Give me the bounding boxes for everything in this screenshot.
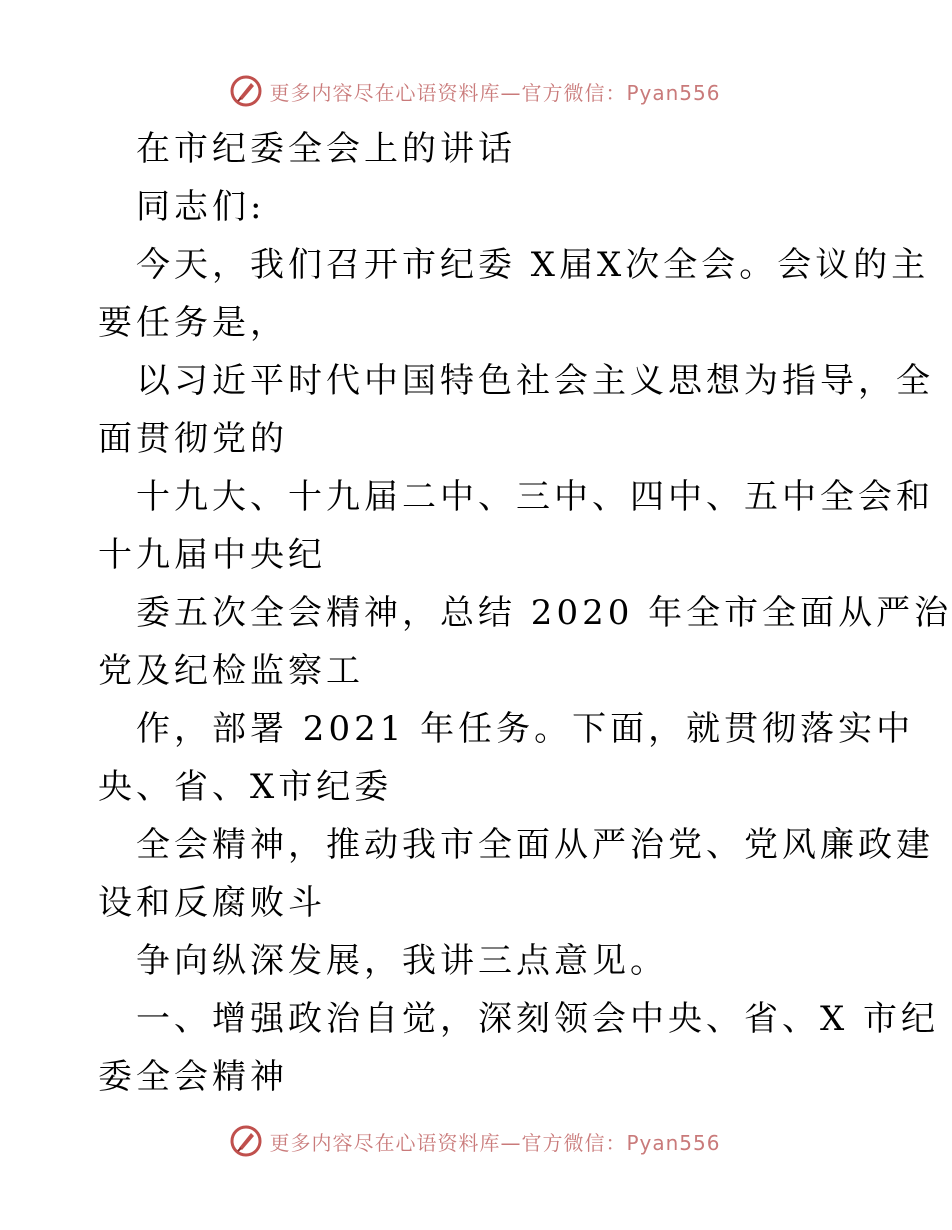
text-line: 十九届中央纪	[98, 535, 326, 575]
text-line: 委五次全会精神，总结 2020 年全市全面从严治	[136, 593, 952, 633]
section-heading: 委全会精神	[98, 1057, 288, 1097]
watermark-text: 更多内容尽在心语资料库—官方微信：Pyan556	[269, 80, 721, 105]
text-line: 设和反腐败斗	[98, 883, 326, 923]
salutation: 同志们:	[136, 187, 266, 227]
quill-pen-icon	[229, 1124, 263, 1158]
text-line: 以习近平时代中国特色社会主义思想为指导，全	[136, 361, 934, 401]
section-heading: 一、增强政治自觉，深刻领会中央、省、X 市纪	[136, 999, 940, 1039]
text-line: 要任务是，	[98, 303, 288, 343]
quill-pen-icon	[229, 74, 263, 108]
doc-title: 在市纪委全会上的讲话	[136, 129, 516, 169]
text-line: 今天，我们召开市纪委 X届X次全会。会议的主	[136, 245, 930, 285]
text-line: 作，部署 2021 年任务。下面，就贯彻落实中	[136, 709, 915, 749]
text-line: 面贯彻党的	[98, 419, 288, 459]
text-line: 党及纪检监察工	[98, 651, 364, 691]
text-line: 央、省、X市纪委	[98, 767, 393, 807]
text-line: 争向纵深发展，我讲三点意见。	[136, 941, 668, 981]
footer-watermark	[0, 1121, 950, 1161]
watermark-text: 更多内容尽在心语资料库—官方微信：Pyan556	[269, 1130, 721, 1155]
text-line: 十九大、十九届二中、三中、四中、五中全会和	[136, 477, 934, 517]
text-line: 全会精神，推动我市全面从严治党、党风廉政建	[136, 825, 934, 865]
header-watermark	[0, 71, 950, 111]
